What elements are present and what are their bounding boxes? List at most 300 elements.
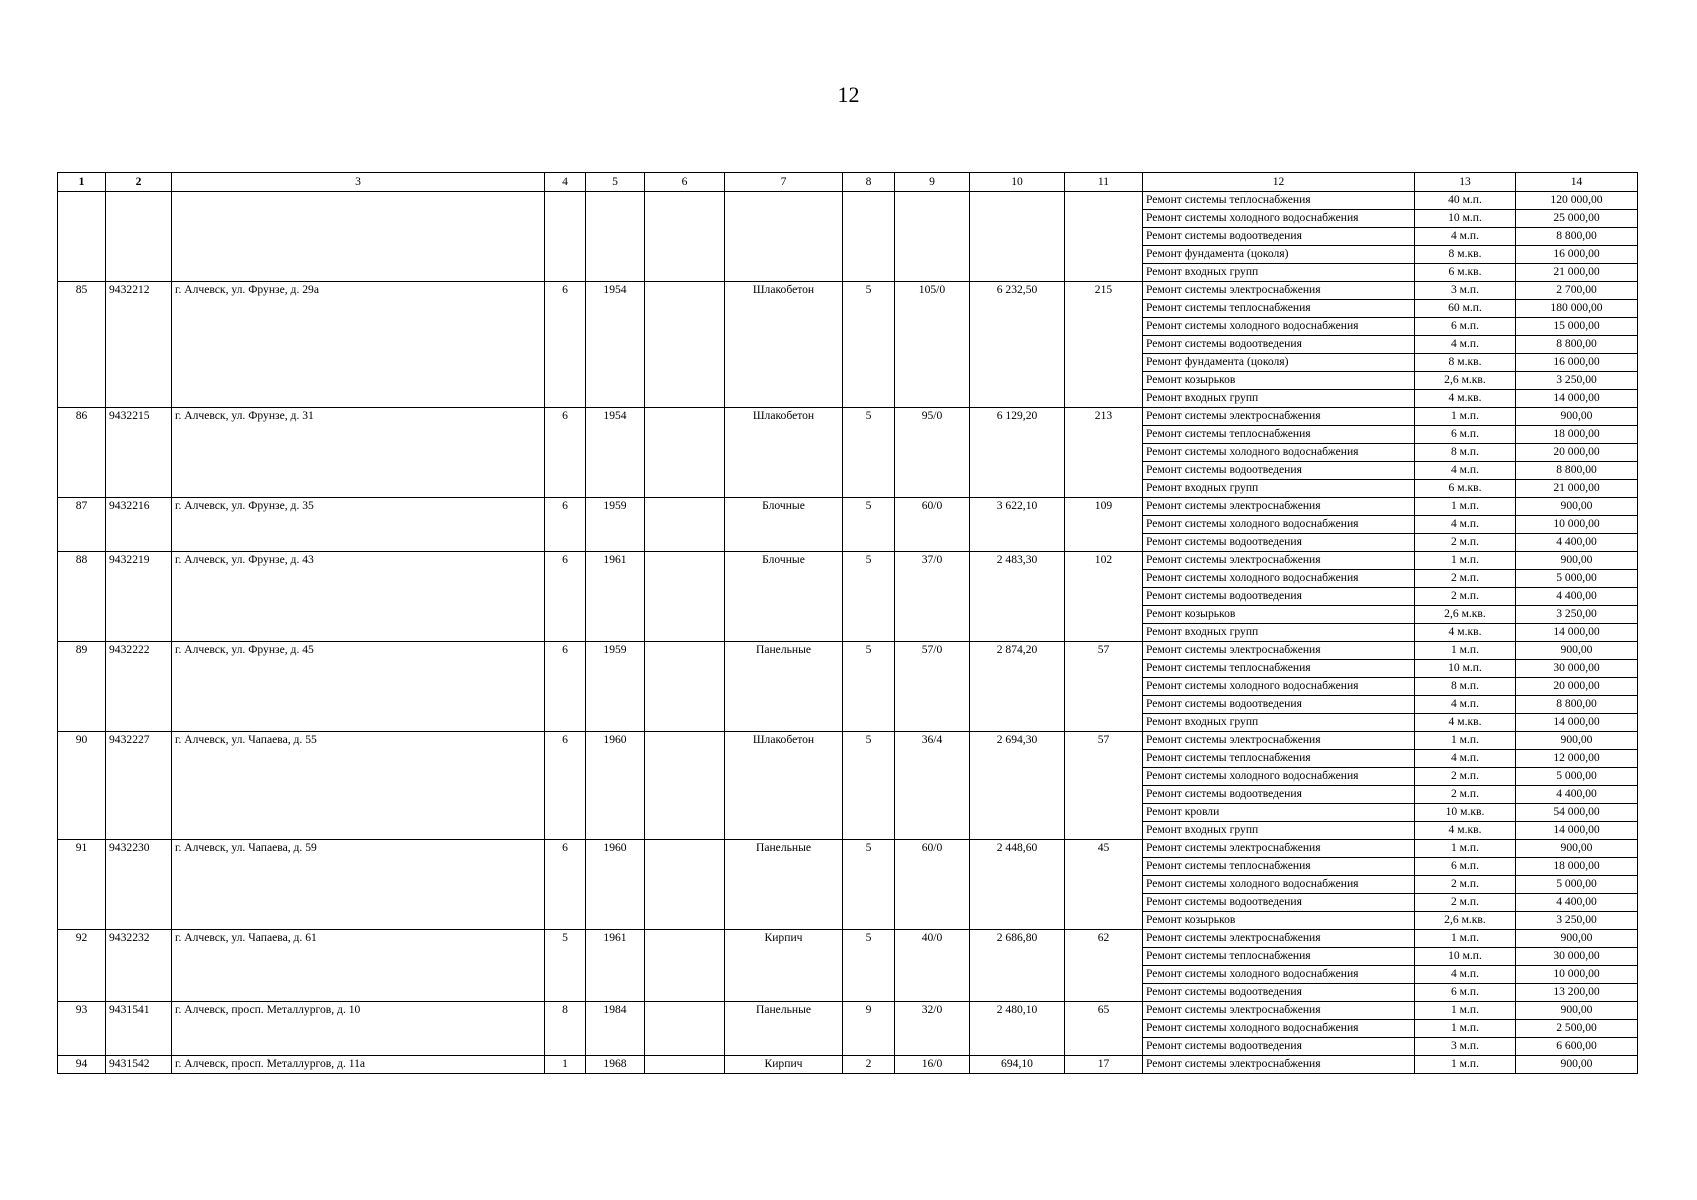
blank-cell bbox=[645, 912, 725, 930]
blank-cell bbox=[106, 858, 172, 876]
blank-cell bbox=[843, 462, 895, 480]
column-header: 11 bbox=[1065, 173, 1143, 192]
blank-cell bbox=[895, 462, 970, 480]
blank-cell bbox=[843, 804, 895, 822]
blank-cell bbox=[106, 804, 172, 822]
work-name-cell: Ремонт системы водоотведения bbox=[1143, 228, 1415, 246]
blank-cell bbox=[545, 534, 586, 552]
building-year-cell: 1960 bbox=[586, 732, 645, 750]
building-col6-cell bbox=[645, 282, 725, 300]
work-quantity-cell: 4 м.кв. bbox=[1415, 714, 1516, 732]
blank-cell bbox=[172, 246, 545, 264]
work-cost-cell: 54 000,00 bbox=[1516, 804, 1638, 822]
blank-cell bbox=[172, 624, 545, 642]
work-cost-cell: 180 000,00 bbox=[1516, 300, 1638, 318]
blank-cell bbox=[645, 948, 725, 966]
building-row bbox=[58, 1056, 1638, 1074]
blank-cell bbox=[645, 804, 725, 822]
work-quantity-cell: 1 м.п. bbox=[1415, 408, 1516, 426]
column-header: 13 bbox=[1415, 173, 1516, 192]
blank-cell bbox=[106, 228, 172, 246]
blank-cell bbox=[58, 714, 106, 732]
blank-cell bbox=[895, 336, 970, 354]
blank-cell bbox=[172, 966, 545, 984]
blank-cell bbox=[645, 696, 725, 714]
blank-cell bbox=[58, 480, 106, 498]
blank-cell bbox=[1065, 858, 1143, 876]
blank-cell bbox=[58, 786, 106, 804]
blank-cell bbox=[1065, 246, 1143, 264]
work-cost-cell: 21 000,00 bbox=[1516, 480, 1638, 498]
page-number: 12 bbox=[837, 82, 860, 107]
building-col4-cell: 8 bbox=[545, 1002, 586, 1020]
blank-cell bbox=[1065, 1038, 1143, 1056]
blank-cell bbox=[970, 336, 1065, 354]
work-quantity-cell: 10 м.п. bbox=[1415, 210, 1516, 228]
building-code-cell: 9432212 bbox=[106, 282, 172, 300]
blank-cell bbox=[545, 876, 586, 894]
blank-cell bbox=[1065, 1020, 1143, 1038]
work-quantity-cell: 1 м.п. bbox=[1415, 552, 1516, 570]
work-name-cell: Ремонт системы электроснабжения bbox=[1143, 498, 1415, 516]
work-cost-cell: 4 400,00 bbox=[1516, 894, 1638, 912]
building-row bbox=[58, 282, 1638, 300]
blank-cell bbox=[172, 318, 545, 336]
blank-cell bbox=[106, 372, 172, 390]
work-name-cell: Ремонт системы водоотведения bbox=[1143, 786, 1415, 804]
blank-cell bbox=[1065, 588, 1143, 606]
building-address-cell: г. Алчевск, ул. Чапаева, д. 61 bbox=[172, 930, 545, 948]
blank-cell bbox=[545, 858, 586, 876]
work-cost-cell: 14 000,00 bbox=[1516, 624, 1638, 642]
building-row bbox=[58, 642, 1638, 660]
blank-cell bbox=[645, 390, 725, 408]
work-quantity-cell: 60 м.п. bbox=[1415, 300, 1516, 318]
blank-cell bbox=[843, 372, 895, 390]
blank-cell bbox=[586, 804, 645, 822]
blank-cell bbox=[586, 894, 645, 912]
blank-cell bbox=[172, 534, 545, 552]
work-quantity-cell: 4 м.п. bbox=[1415, 462, 1516, 480]
blank-cell bbox=[58, 336, 106, 354]
building-floors-cell: 5 bbox=[843, 930, 895, 948]
blank-cell bbox=[545, 318, 586, 336]
blank-cell bbox=[843, 210, 895, 228]
blank-cell bbox=[645, 444, 725, 462]
blank-cell bbox=[172, 912, 545, 930]
building-work-row bbox=[58, 858, 1638, 876]
blank-cell bbox=[586, 696, 645, 714]
blank-cell bbox=[843, 390, 895, 408]
blank-cell bbox=[586, 228, 645, 246]
work-quantity-cell: 6 м.п. bbox=[1415, 984, 1516, 1002]
blank-cell bbox=[172, 804, 545, 822]
blank-cell bbox=[843, 264, 895, 282]
blank-cell bbox=[106, 300, 172, 318]
work-name-cell: Ремонт системы теплоснабжения bbox=[1143, 300, 1415, 318]
blank-cell bbox=[1065, 660, 1143, 678]
work-name-cell: Ремонт системы электроснабжения bbox=[1143, 642, 1415, 660]
blank-cell bbox=[1065, 984, 1143, 1002]
work-quantity-cell: 1 м.п. bbox=[1415, 642, 1516, 660]
blank-cell bbox=[725, 426, 843, 444]
blank-cell bbox=[586, 372, 645, 390]
work-cost-cell: 6 600,00 bbox=[1516, 1038, 1638, 1056]
column-header: 3 bbox=[172, 173, 545, 192]
column-header: 10 bbox=[970, 173, 1065, 192]
blank-cell bbox=[586, 588, 645, 606]
blank-cell bbox=[58, 264, 106, 282]
work-name-cell: Ремонт системы холодного водоснабжения bbox=[1143, 570, 1415, 588]
blank-cell bbox=[586, 336, 645, 354]
blank-cell bbox=[1065, 624, 1143, 642]
blank-cell bbox=[172, 462, 545, 480]
work-quantity-cell: 2 м.п. bbox=[1415, 570, 1516, 588]
work-name-cell: Ремонт системы холодного водоснабжения bbox=[1143, 876, 1415, 894]
blank-cell bbox=[58, 1020, 106, 1038]
column-header: 8 bbox=[843, 173, 895, 192]
work-name-cell: Ремонт системы теплоснабжения bbox=[1143, 858, 1415, 876]
work-cost-cell: 18 000,00 bbox=[1516, 858, 1638, 876]
blank-cell bbox=[545, 984, 586, 1002]
work-name-cell: Ремонт системы электроснабжения bbox=[1143, 732, 1415, 750]
building-year-cell: 1954 bbox=[586, 408, 645, 426]
work-cost-cell: 30 000,00 bbox=[1516, 660, 1638, 678]
blank-cell bbox=[895, 264, 970, 282]
blank-cell bbox=[843, 516, 895, 534]
blank-cell bbox=[58, 390, 106, 408]
work-name-cell: Ремонт системы холодного водоснабжения bbox=[1143, 516, 1415, 534]
building-material-cell: Блочные bbox=[725, 498, 843, 516]
blank-cell bbox=[545, 1020, 586, 1038]
blank-cell bbox=[1065, 786, 1143, 804]
blank-cell bbox=[895, 822, 970, 840]
blank-cell bbox=[172, 372, 545, 390]
blank-cell bbox=[645, 786, 725, 804]
building-work-row bbox=[58, 984, 1638, 1002]
blank-cell bbox=[58, 876, 106, 894]
building-work-row bbox=[58, 588, 1638, 606]
work-name-cell: Ремонт системы холодного водоснабжения bbox=[1143, 318, 1415, 336]
blank-cell bbox=[172, 570, 545, 588]
blank-cell bbox=[545, 426, 586, 444]
blank-cell bbox=[172, 750, 545, 768]
work-cost-cell: 30 000,00 bbox=[1516, 948, 1638, 966]
building-material-cell: Панельные bbox=[725, 1002, 843, 1020]
column-header-row bbox=[58, 173, 1638, 192]
blank-cell bbox=[1065, 516, 1143, 534]
building-year-cell: 1960 bbox=[586, 840, 645, 858]
blank-cell bbox=[895, 660, 970, 678]
blank-cell bbox=[545, 894, 586, 912]
blank-cell bbox=[58, 984, 106, 1002]
blank-cell bbox=[172, 858, 545, 876]
blank-cell bbox=[895, 804, 970, 822]
work-quantity-cell: 2,6 м.кв. bbox=[1415, 606, 1516, 624]
blank-cell bbox=[895, 210, 970, 228]
blank-cell bbox=[1065, 228, 1143, 246]
blank-cell bbox=[106, 984, 172, 1002]
blank-cell bbox=[970, 858, 1065, 876]
building-address-cell: г. Алчевск, ул. Фрунзе, д. 29а bbox=[172, 282, 545, 300]
building-col4-cell: 6 bbox=[545, 642, 586, 660]
blank-cell bbox=[545, 714, 586, 732]
blank-cell bbox=[106, 1038, 172, 1056]
blank-cell bbox=[725, 264, 843, 282]
blank-cell bbox=[106, 696, 172, 714]
blank-cell bbox=[895, 372, 970, 390]
building-col6-cell bbox=[645, 732, 725, 750]
building-number-cell: 85 bbox=[58, 282, 106, 300]
blank-cell bbox=[106, 786, 172, 804]
blank-cell bbox=[1065, 318, 1143, 336]
building-area-cell: 6 232,50 bbox=[970, 282, 1065, 300]
column-header: 1 bbox=[58, 173, 106, 192]
blank-cell bbox=[843, 822, 895, 840]
blank-cell bbox=[645, 858, 725, 876]
blank-cell bbox=[172, 336, 545, 354]
work-name-cell: Ремонт козырьков bbox=[1143, 606, 1415, 624]
building-col11-cell: 215 bbox=[1065, 282, 1143, 300]
building-work-row bbox=[58, 372, 1638, 390]
blank-cell bbox=[895, 516, 970, 534]
blank-cell bbox=[545, 912, 586, 930]
blank-cell bbox=[58, 246, 106, 264]
blank-cell bbox=[970, 1038, 1065, 1056]
blank-cell bbox=[58, 462, 106, 480]
building-floors-cell: 5 bbox=[843, 498, 895, 516]
blank-cell bbox=[58, 894, 106, 912]
building-work-row bbox=[58, 318, 1638, 336]
work-cost-cell: 8 800,00 bbox=[1516, 696, 1638, 714]
blank-cell bbox=[895, 714, 970, 732]
work-quantity-cell: 2,6 м.кв. bbox=[1415, 912, 1516, 930]
blank-cell bbox=[970, 804, 1065, 822]
blank-cell bbox=[970, 228, 1065, 246]
work-cost-cell: 18 000,00 bbox=[1516, 426, 1638, 444]
blank-cell bbox=[970, 714, 1065, 732]
blank-cell bbox=[545, 660, 586, 678]
work-name-cell: Ремонт системы теплоснабжения bbox=[1143, 426, 1415, 444]
blank-cell bbox=[725, 480, 843, 498]
work-name-cell: Ремонт системы электроснабжения bbox=[1143, 930, 1415, 948]
building-code-cell: 9432230 bbox=[106, 840, 172, 858]
work-quantity-cell: 8 м.п. bbox=[1415, 444, 1516, 462]
blank-cell bbox=[106, 948, 172, 966]
blank-cell bbox=[645, 516, 725, 534]
blank-cell bbox=[586, 786, 645, 804]
blank-cell bbox=[895, 786, 970, 804]
building-col11-cell: 65 bbox=[1065, 1002, 1143, 1020]
work-cost-cell: 10 000,00 bbox=[1516, 516, 1638, 534]
blank-cell bbox=[586, 516, 645, 534]
column-header: 7 bbox=[725, 173, 843, 192]
building-number-cell: 89 bbox=[58, 642, 106, 660]
building-row bbox=[58, 408, 1638, 426]
work-cost-cell: 25 000,00 bbox=[1516, 210, 1638, 228]
blank-cell bbox=[895, 606, 970, 624]
blank-cell bbox=[843, 570, 895, 588]
blank-cell bbox=[725, 444, 843, 462]
blank-cell bbox=[1065, 480, 1143, 498]
building-col9-cell: 36/4 bbox=[895, 732, 970, 750]
work-quantity-cell: 4 м.п. bbox=[1415, 750, 1516, 768]
building-row bbox=[58, 1002, 1638, 1020]
building-area-cell: 2 480,10 bbox=[970, 1002, 1065, 1020]
blank-cell bbox=[172, 876, 545, 894]
blank-cell bbox=[545, 264, 586, 282]
work-cost-cell: 2 700,00 bbox=[1516, 282, 1638, 300]
continuation-row bbox=[58, 228, 1638, 246]
building-material-cell: Шлакобетон bbox=[725, 732, 843, 750]
work-cost-cell: 8 800,00 bbox=[1516, 336, 1638, 354]
blank-cell bbox=[725, 786, 843, 804]
blank-cell bbox=[895, 984, 970, 1002]
blank-cell bbox=[843, 768, 895, 786]
blank-cell bbox=[1065, 354, 1143, 372]
blank-cell bbox=[106, 210, 172, 228]
blank-cell bbox=[725, 876, 843, 894]
blank-cell bbox=[172, 516, 545, 534]
building-number-cell: 86 bbox=[58, 408, 106, 426]
building-area-cell: 3 622,10 bbox=[970, 498, 1065, 516]
blank-cell bbox=[843, 336, 895, 354]
blank-cell bbox=[545, 570, 586, 588]
blank-cell bbox=[725, 588, 843, 606]
work-name-cell: Ремонт козырьков bbox=[1143, 912, 1415, 930]
work-quantity-cell: 2 м.п. bbox=[1415, 768, 1516, 786]
work-name-cell: Ремонт фундамента (цоколя) bbox=[1143, 354, 1415, 372]
blank-cell bbox=[586, 948, 645, 966]
blank-cell bbox=[725, 678, 843, 696]
blank-cell bbox=[106, 570, 172, 588]
blank-cell bbox=[970, 768, 1065, 786]
blank-cell bbox=[895, 588, 970, 606]
work-quantity-cell: 4 м.кв. bbox=[1415, 822, 1516, 840]
continuation-row bbox=[58, 264, 1638, 282]
blank-cell bbox=[970, 192, 1065, 210]
building-work-row bbox=[58, 678, 1638, 696]
blank-cell bbox=[645, 624, 725, 642]
blank-cell bbox=[895, 570, 970, 588]
blank-cell bbox=[172, 588, 545, 606]
blank-cell bbox=[58, 912, 106, 930]
blank-cell bbox=[970, 264, 1065, 282]
blank-cell bbox=[645, 534, 725, 552]
blank-cell bbox=[725, 354, 843, 372]
blank-cell bbox=[970, 372, 1065, 390]
work-quantity-cell: 4 м.кв. bbox=[1415, 624, 1516, 642]
blank-cell bbox=[970, 300, 1065, 318]
blank-cell bbox=[58, 444, 106, 462]
work-quantity-cell: 4 м.п. bbox=[1415, 516, 1516, 534]
work-quantity-cell: 1 м.п. bbox=[1415, 1056, 1516, 1074]
building-floors-cell: 5 bbox=[843, 282, 895, 300]
building-number-cell: 88 bbox=[58, 552, 106, 570]
blank-cell bbox=[895, 768, 970, 786]
blank-cell bbox=[586, 1020, 645, 1038]
blank-cell bbox=[545, 822, 586, 840]
register-body bbox=[58, 173, 1638, 1074]
blank-cell bbox=[545, 300, 586, 318]
work-quantity-cell: 4 м.п. bbox=[1415, 228, 1516, 246]
blank-cell bbox=[106, 426, 172, 444]
work-cost-cell: 8 800,00 bbox=[1516, 228, 1638, 246]
blank-cell bbox=[645, 876, 725, 894]
work-cost-cell: 14 000,00 bbox=[1516, 390, 1638, 408]
building-col4-cell: 6 bbox=[545, 840, 586, 858]
column-header: 6 bbox=[645, 173, 725, 192]
work-cost-cell: 900,00 bbox=[1516, 840, 1638, 858]
blank-cell bbox=[106, 264, 172, 282]
work-name-cell: Ремонт системы водоотведения bbox=[1143, 534, 1415, 552]
blank-cell bbox=[586, 1038, 645, 1056]
blank-cell bbox=[586, 768, 645, 786]
building-col6-cell bbox=[645, 1056, 725, 1074]
building-col11-cell: 213 bbox=[1065, 408, 1143, 426]
building-work-row bbox=[58, 570, 1638, 588]
blank-cell bbox=[586, 462, 645, 480]
blank-cell bbox=[545, 624, 586, 642]
blank-cell bbox=[970, 966, 1065, 984]
work-name-cell: Ремонт системы электроснабжения bbox=[1143, 840, 1415, 858]
work-name-cell: Ремонт системы водоотведения bbox=[1143, 984, 1415, 1002]
building-col9-cell: 57/0 bbox=[895, 642, 970, 660]
building-work-row bbox=[58, 624, 1638, 642]
blank-cell bbox=[725, 570, 843, 588]
blank-cell bbox=[172, 264, 545, 282]
blank-cell bbox=[172, 444, 545, 462]
blank-cell bbox=[545, 210, 586, 228]
work-quantity-cell: 6 м.кв. bbox=[1415, 264, 1516, 282]
blank-cell bbox=[172, 678, 545, 696]
blank-cell bbox=[172, 786, 545, 804]
building-address-cell: г. Алчевск, ул. Фрунзе, д. 35 bbox=[172, 498, 545, 516]
blank-cell bbox=[1065, 876, 1143, 894]
blank-cell bbox=[58, 534, 106, 552]
building-code-cell: 9432222 bbox=[106, 642, 172, 660]
blank-cell bbox=[895, 1038, 970, 1056]
blank-cell bbox=[970, 822, 1065, 840]
blank-cell bbox=[895, 480, 970, 498]
blank-cell bbox=[725, 390, 843, 408]
blank-cell bbox=[645, 768, 725, 786]
building-address-cell: г. Алчевск, ул. Фрунзе, д. 45 bbox=[172, 642, 545, 660]
blank-cell bbox=[970, 462, 1065, 480]
blank-cell bbox=[970, 660, 1065, 678]
blank-cell bbox=[725, 768, 843, 786]
blank-cell bbox=[106, 246, 172, 264]
work-cost-cell: 13 200,00 bbox=[1516, 984, 1638, 1002]
blank-cell bbox=[172, 426, 545, 444]
blank-cell bbox=[106, 822, 172, 840]
blank-cell bbox=[545, 444, 586, 462]
work-cost-cell: 4 400,00 bbox=[1516, 786, 1638, 804]
blank-cell bbox=[725, 822, 843, 840]
work-cost-cell: 14 000,00 bbox=[1516, 822, 1638, 840]
blank-cell bbox=[970, 390, 1065, 408]
work-quantity-cell: 4 м.кв. bbox=[1415, 390, 1516, 408]
blank-cell bbox=[895, 894, 970, 912]
work-name-cell: Ремонт козырьков bbox=[1143, 372, 1415, 390]
work-cost-cell: 900,00 bbox=[1516, 642, 1638, 660]
work-name-cell: Ремонт системы водоотведения bbox=[1143, 1038, 1415, 1056]
blank-cell bbox=[545, 804, 586, 822]
building-area-cell: 694,10 bbox=[970, 1056, 1065, 1074]
blank-cell bbox=[843, 696, 895, 714]
blank-cell bbox=[843, 750, 895, 768]
blank-cell bbox=[645, 264, 725, 282]
